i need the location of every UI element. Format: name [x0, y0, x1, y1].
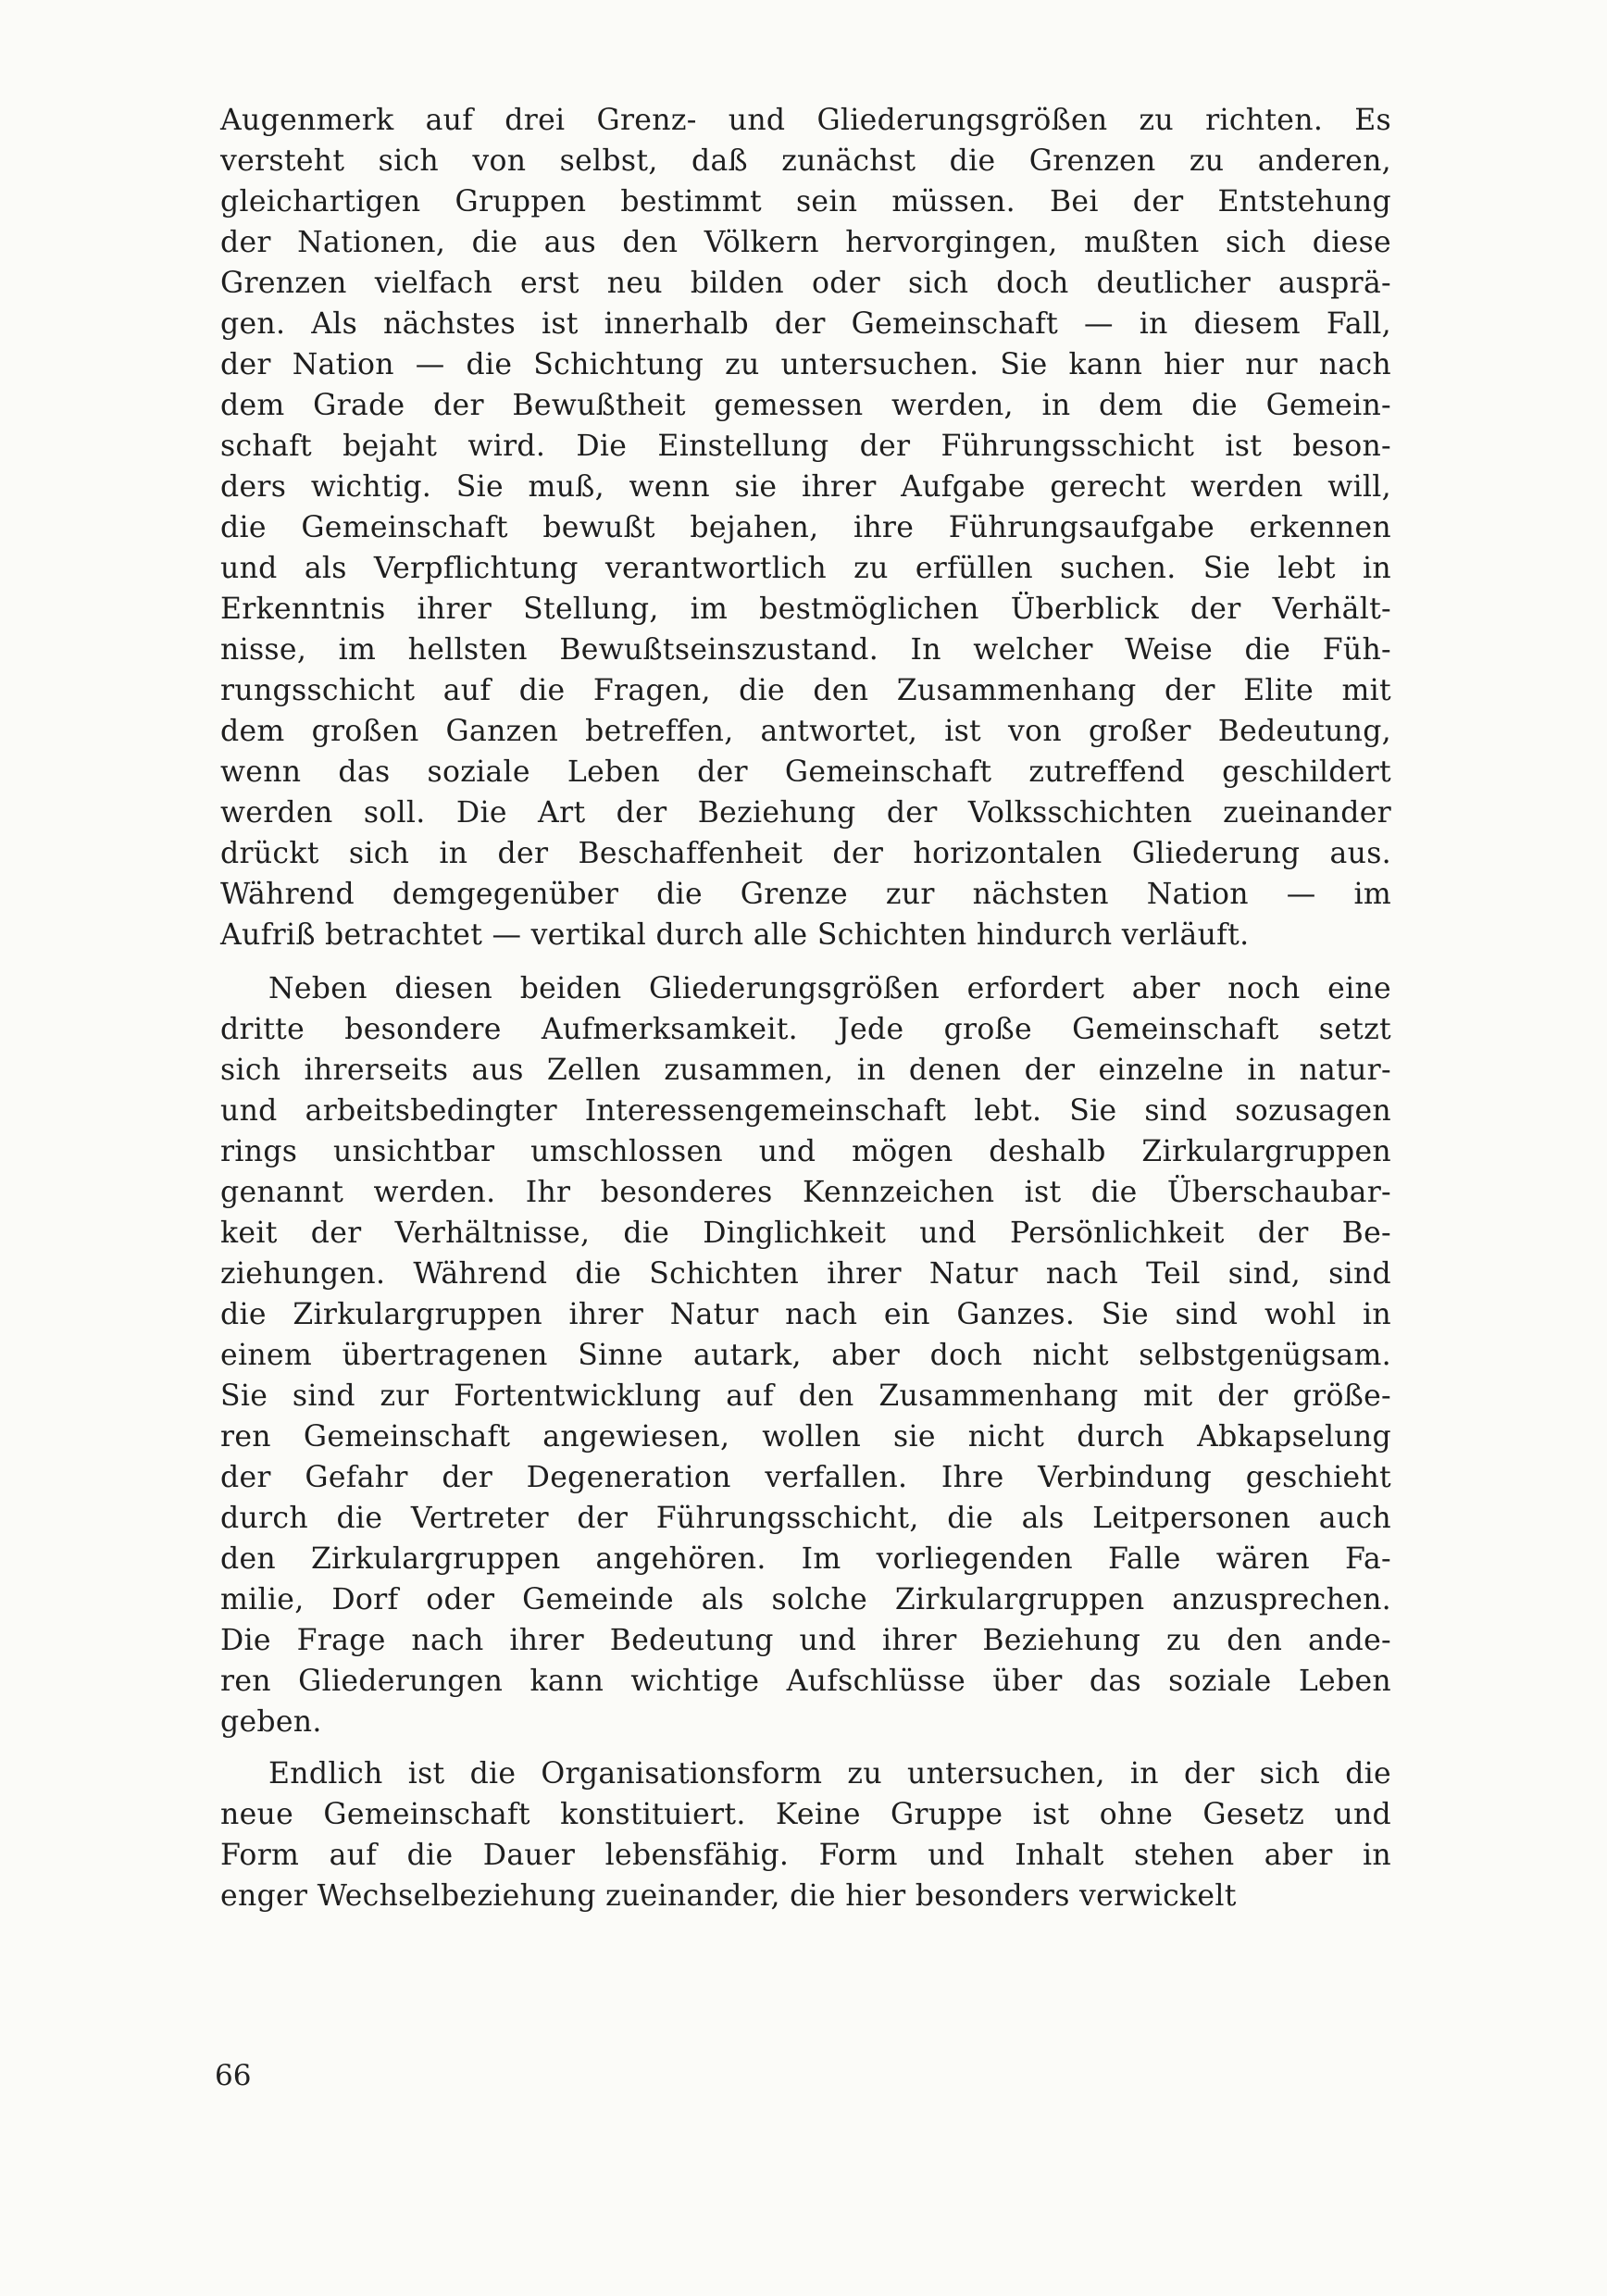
text-line: Neben diesen beiden Gliederungsgrößen erfordert aber noch eine	[268, 972, 1391, 1005]
text-line: dritte besondere Aufmerksamkeit. Jede große Gemeinschaft setzt	[220, 1013, 1391, 1046]
text-line: und als Verpflichtung verantwortlich zu erfüllen suchen. Sie lebt in	[220, 552, 1391, 585]
text-line: gleichartigen Gruppen bestimmt sein müssen. Bei der Entstehung	[220, 185, 1391, 218]
text-line: genannt werden. Ihr besonderes Kennzeichen ist die Überschaubar-	[220, 1176, 1391, 1209]
text-line: ren Gliederungen kann wichtige Aufschlüsse über das soziale Leben	[220, 1665, 1391, 1698]
paragraph	[220, 1753, 1391, 1916]
text-line: dem Grade der Bewußtheit gemessen werden, in dem die Gemein-	[220, 389, 1391, 422]
text-line: Endlich ist die Organisationsform zu untersuchen, in der sich die	[268, 1757, 1391, 1791]
text-line: keit der Verhältnisse, die Dinglichkeit und Persönlichkeit der Be-	[220, 1217, 1391, 1250]
text-line: Augenmerk auf drei Grenz- und Gliederungsgrößen zu richten. Es	[220, 104, 1391, 137]
text-line: drückt sich in der Beschaffenheit der horizontalen Gliederung aus.	[220, 837, 1391, 870]
text-line: Die Frage nach ihrer Bedeutung und ihrer Beziehung zu den ande-	[220, 1624, 1391, 1657]
text-line: wenn das soziale Leben der Gemeinschaft zutreffend geschildert	[220, 755, 1391, 789]
text-line: durch die Vertreter der Führungsschicht, die als Leitpersonen auch	[220, 1502, 1391, 1535]
text-line: rings unsichtbar umschlossen und mögen deshalb Zirkulargruppen	[220, 1135, 1391, 1168]
text-line: der Nation — die Schichtung zu untersuchen. Sie kann hier nur nach	[220, 348, 1391, 381]
paragraph	[220, 968, 1391, 1742]
text-line: milie, Dorf oder Gemeinde als solche Zirkulargruppen anzusprechen.	[220, 1583, 1391, 1616]
text-line: ziehungen. Während die Schichten ihrer Natur nach Teil sind, sind	[220, 1257, 1391, 1291]
text-line: Erkenntnis ihrer Stellung, im bestmöglichen Überblick der Verhält-	[220, 593, 1391, 626]
text-line: geben.	[220, 1705, 322, 1739]
text-line: Grenzen vielfach erst neu bilden oder sich doch deutlicher ausprä-	[220, 267, 1391, 300]
text-line: Aufriß betrachtet — vertikal durch alle Schichten hindurch verläuft.	[220, 918, 1250, 952]
text-line: die Gemeinschaft bewußt bejahen, ihre Führungsaufgabe erkennen	[220, 511, 1391, 544]
text-line: einem übertragenen Sinne autark, aber doch nicht selbstgenügsam.	[220, 1339, 1391, 1372]
text-line: neue Gemeinschaft konstituiert. Keine Gruppe ist ohne Gesetz und	[220, 1798, 1391, 1831]
text-line: ders wichtig. Sie muß, wenn sie ihrer Aufgabe gerecht werden will,	[220, 470, 1391, 504]
text-line: versteht sich von selbst, daß zunächst die Grenzen zu anderen,	[220, 144, 1391, 178]
text-line: nisse, im hellsten Bewußtseinszustand. In welcher Weise die Füh-	[220, 633, 1391, 667]
text-line: Form auf die Dauer lebensfähig. Form und Inhalt stehen aber in	[220, 1839, 1391, 1872]
text-line: rungsschicht auf die Fragen, die den Zusammenhang der Elite mit	[220, 674, 1391, 707]
page-number: 66	[215, 2059, 252, 2092]
text-line: gen. Als nächstes ist innerhalb der Gemeinschaft — in diesem Fall,	[220, 307, 1391, 341]
paragraph-gap	[220, 1742, 1391, 1753]
body-text	[220, 100, 1391, 1916]
text-line: die Zirkulargruppen ihrer Natur nach ein Ganzes. Sie sind wohl in	[220, 1298, 1391, 1331]
text-line: der Gefahr der Degeneration verfallen. Ihre Verbindung geschieht	[220, 1461, 1391, 1494]
paragraph	[220, 100, 1391, 955]
text-line: werden soll. Die Art der Beziehung der Volksschichten zueinander	[220, 796, 1391, 830]
text-line: dem großen Ganzen betreffen, antwortet, ist von großer Bedeutung,	[220, 715, 1391, 748]
text-line: den Zirkulargruppen angehören. Im vorliegenden Falle wären Fa-	[220, 1542, 1391, 1576]
text-line: schaft bejaht wird. Die Einstellung der Führungsschicht ist beson-	[220, 430, 1391, 463]
text-line: enger Wechselbeziehung zueinander, die hier besonders verwickelt	[220, 1879, 1237, 1913]
text-line: und arbeitsbedingter Interessengemeinschaft lebt. Sie sind sozusagen	[220, 1094, 1391, 1128]
text-line: sich ihrerseits aus Zellen zusammen, in denen der einzelne in natur-	[220, 1054, 1391, 1087]
text-line: ren Gemeinschaft angewiesen, wollen sie nicht durch Abkapselung	[220, 1420, 1391, 1454]
text-line: Sie sind zur Fortentwicklung auf den Zusammenhang mit der größe-	[220, 1379, 1391, 1413]
text-line: Während demgegenüber die Grenze zur nächsten Nation — im	[220, 878, 1391, 911]
text-line: der Nationen, die aus den Völkern hervorgingen, mußten sich diese	[220, 226, 1391, 259]
paragraph-gap	[220, 955, 1391, 968]
